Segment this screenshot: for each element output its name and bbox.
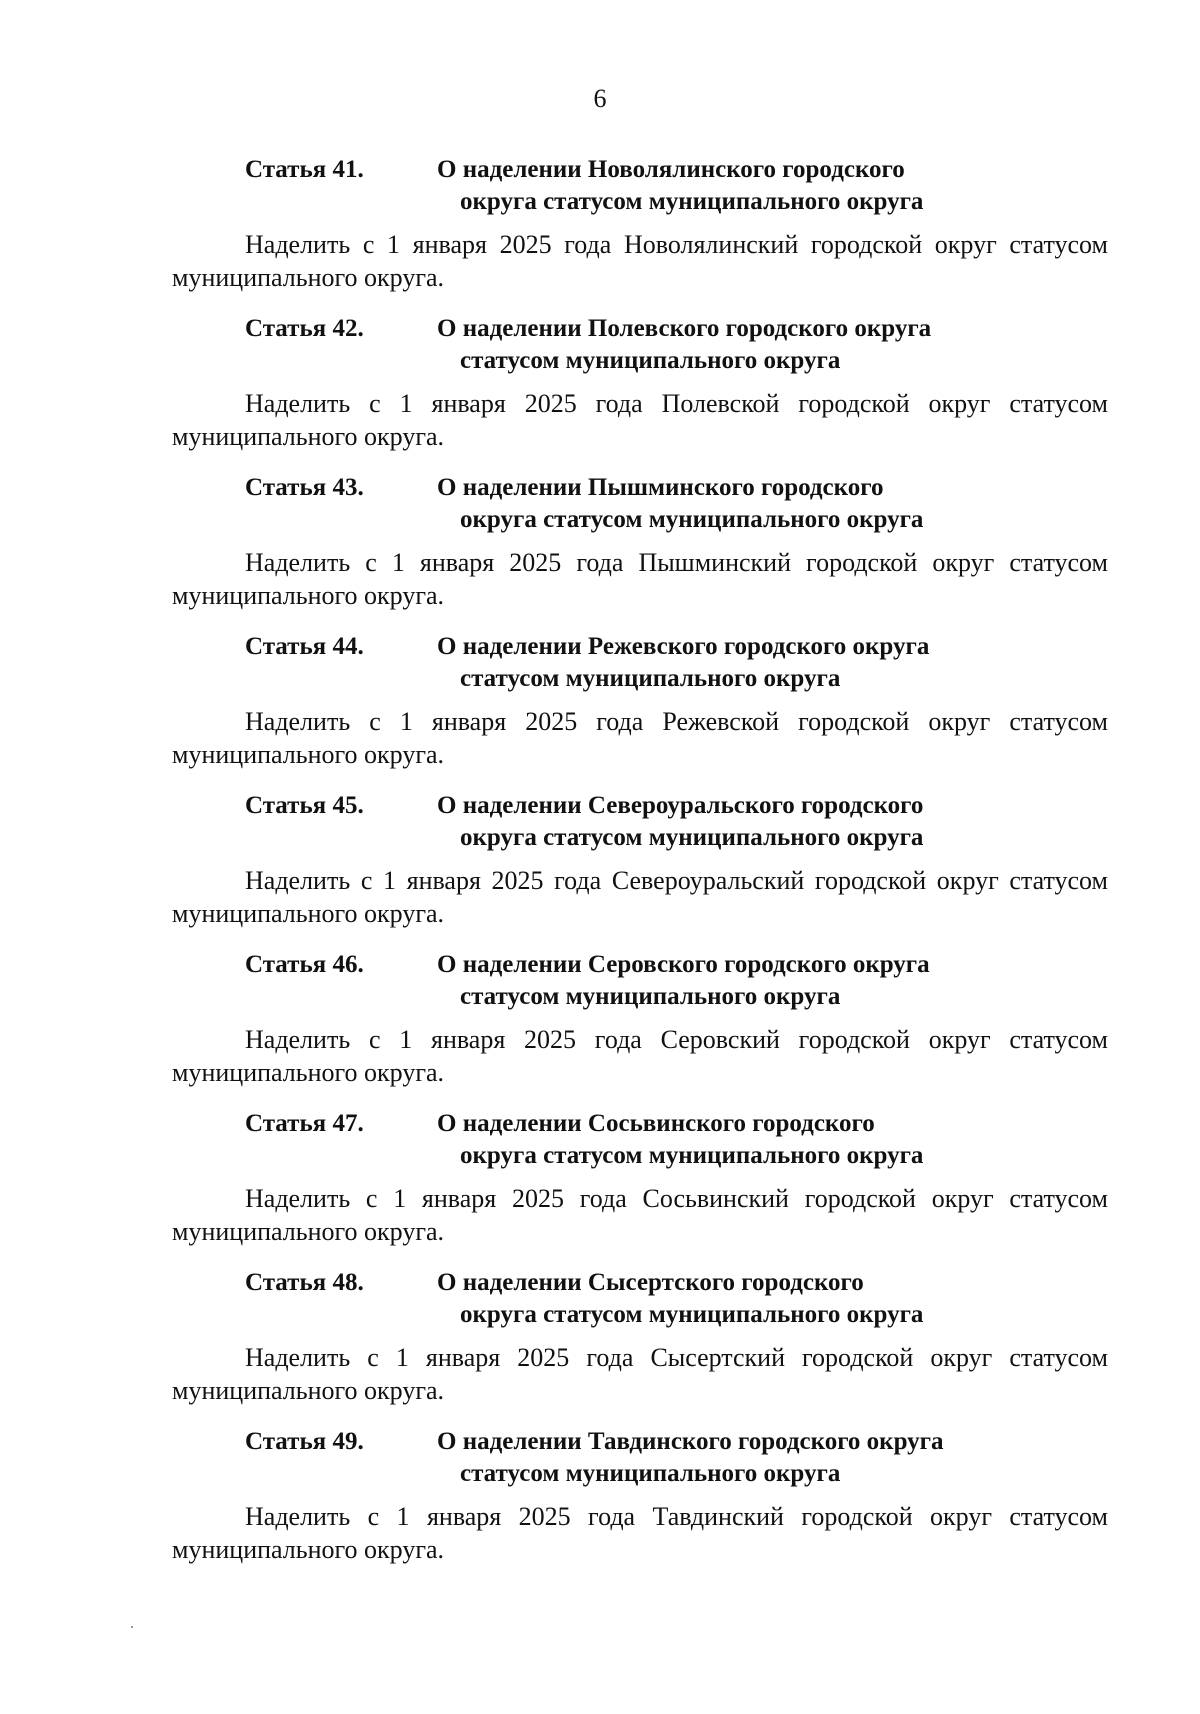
article-text: Наделить с 1 января 2025 года Сосьвинский городской округ статусом муниципального округа. xyxy=(172,1184,1108,1246)
article-text: Наделить с 1 января 2025 года Североуральский городской округ статусом муниципального округа. xyxy=(172,866,1108,928)
article-number: Статья 49. xyxy=(245,1428,364,1455)
document-body xyxy=(172,154,1108,1585)
article-43 xyxy=(172,472,1108,612)
article-heading xyxy=(245,949,1108,1013)
article-title-line-2: округа статусом муниципального округа xyxy=(460,506,924,533)
article-title-line-2: округа статусом муниципального округа xyxy=(460,1301,924,1328)
article-text: Наделить с 1 января 2025 года Пышминский городской округ статусом муниципального округа. xyxy=(172,548,1108,610)
article-heading xyxy=(245,472,1108,536)
article-title-line-2: статусом муниципального округа xyxy=(460,1460,841,1487)
article-number: Статья 45. xyxy=(245,792,364,819)
article-heading xyxy=(245,313,1108,377)
article-heading xyxy=(245,1426,1108,1490)
article-title-line-2: округа статусом муниципального округа xyxy=(460,188,924,215)
article-number: Статья 47. xyxy=(245,1110,364,1137)
article-47 xyxy=(172,1108,1108,1248)
article-number: Статья 48. xyxy=(245,1269,364,1296)
article-title-line-1: О наделении Сосьвинского городского xyxy=(437,1110,875,1137)
article-number: Статья 43. xyxy=(245,474,364,501)
page-number: 6 xyxy=(593,84,607,113)
article-heading xyxy=(245,154,1108,218)
article-text: Наделить с 1 января 2025 года Тавдинский городской округ статусом муниципального округа. xyxy=(172,1502,1108,1564)
article-45 xyxy=(172,790,1108,930)
article-49 xyxy=(172,1426,1108,1566)
article-title-line-1: О наделении Режевского городского округа xyxy=(437,633,930,660)
article-title-line-2: статусом муниципального округа xyxy=(460,665,841,692)
article-title-line-1: О наделении Серовского городского округа xyxy=(437,951,930,978)
article-title-line-1: О наделении Новолялинского городского xyxy=(437,156,905,183)
article-text: Наделить с 1 января 2025 года Режевской городской округ статусом муниципального округа. xyxy=(172,707,1108,769)
article-title-line-1: О наделении Сысертского городского xyxy=(437,1269,864,1296)
article-41 xyxy=(172,154,1108,294)
article-title-line-1: О наделении Полевского городского округа xyxy=(437,315,932,342)
article-heading xyxy=(245,790,1108,854)
article-title-line-2: округа статусом муниципального округа xyxy=(460,1142,924,1169)
article-text: Наделить с 1 января 2025 года Новолялинский городской округ статусом муниципального округа. xyxy=(172,230,1108,292)
article-46 xyxy=(172,949,1108,1089)
article-text: Наделить с 1 января 2025 года Полевской городской округ статусом муниципального округа. xyxy=(172,389,1108,451)
article-title-line-2: статусом муниципального округа xyxy=(460,347,841,374)
article-44 xyxy=(172,631,1108,771)
article-title-line-1: О наделении Североуральского городского xyxy=(437,792,924,819)
article-text: Наделить с 1 января 2025 года Серовский городской округ статусом муниципального округа. xyxy=(172,1025,1108,1087)
article-number: Статья 44. xyxy=(245,633,364,660)
article-title-line-2: статусом муниципального округа xyxy=(460,983,841,1010)
article-number: Статья 46. xyxy=(245,951,364,978)
article-title-line-1: О наделении Пышминского городского xyxy=(437,474,884,501)
article-heading xyxy=(245,631,1108,695)
article-number: Статья 41. xyxy=(245,156,364,183)
article-heading xyxy=(245,1108,1108,1172)
article-title-line-2: округа статусом муниципального округа xyxy=(460,824,924,851)
scan-artifact xyxy=(131,1626,133,1628)
article-number: Статья 42. xyxy=(245,315,364,342)
article-48 xyxy=(172,1267,1108,1407)
article-title-line-1: О наделении Тавдинского городского округа xyxy=(437,1428,944,1455)
article-heading xyxy=(245,1267,1108,1331)
article-text: Наделить с 1 января 2025 года Сысертский городской округ статусом муниципального округа. xyxy=(172,1343,1108,1405)
article-42 xyxy=(172,313,1108,453)
